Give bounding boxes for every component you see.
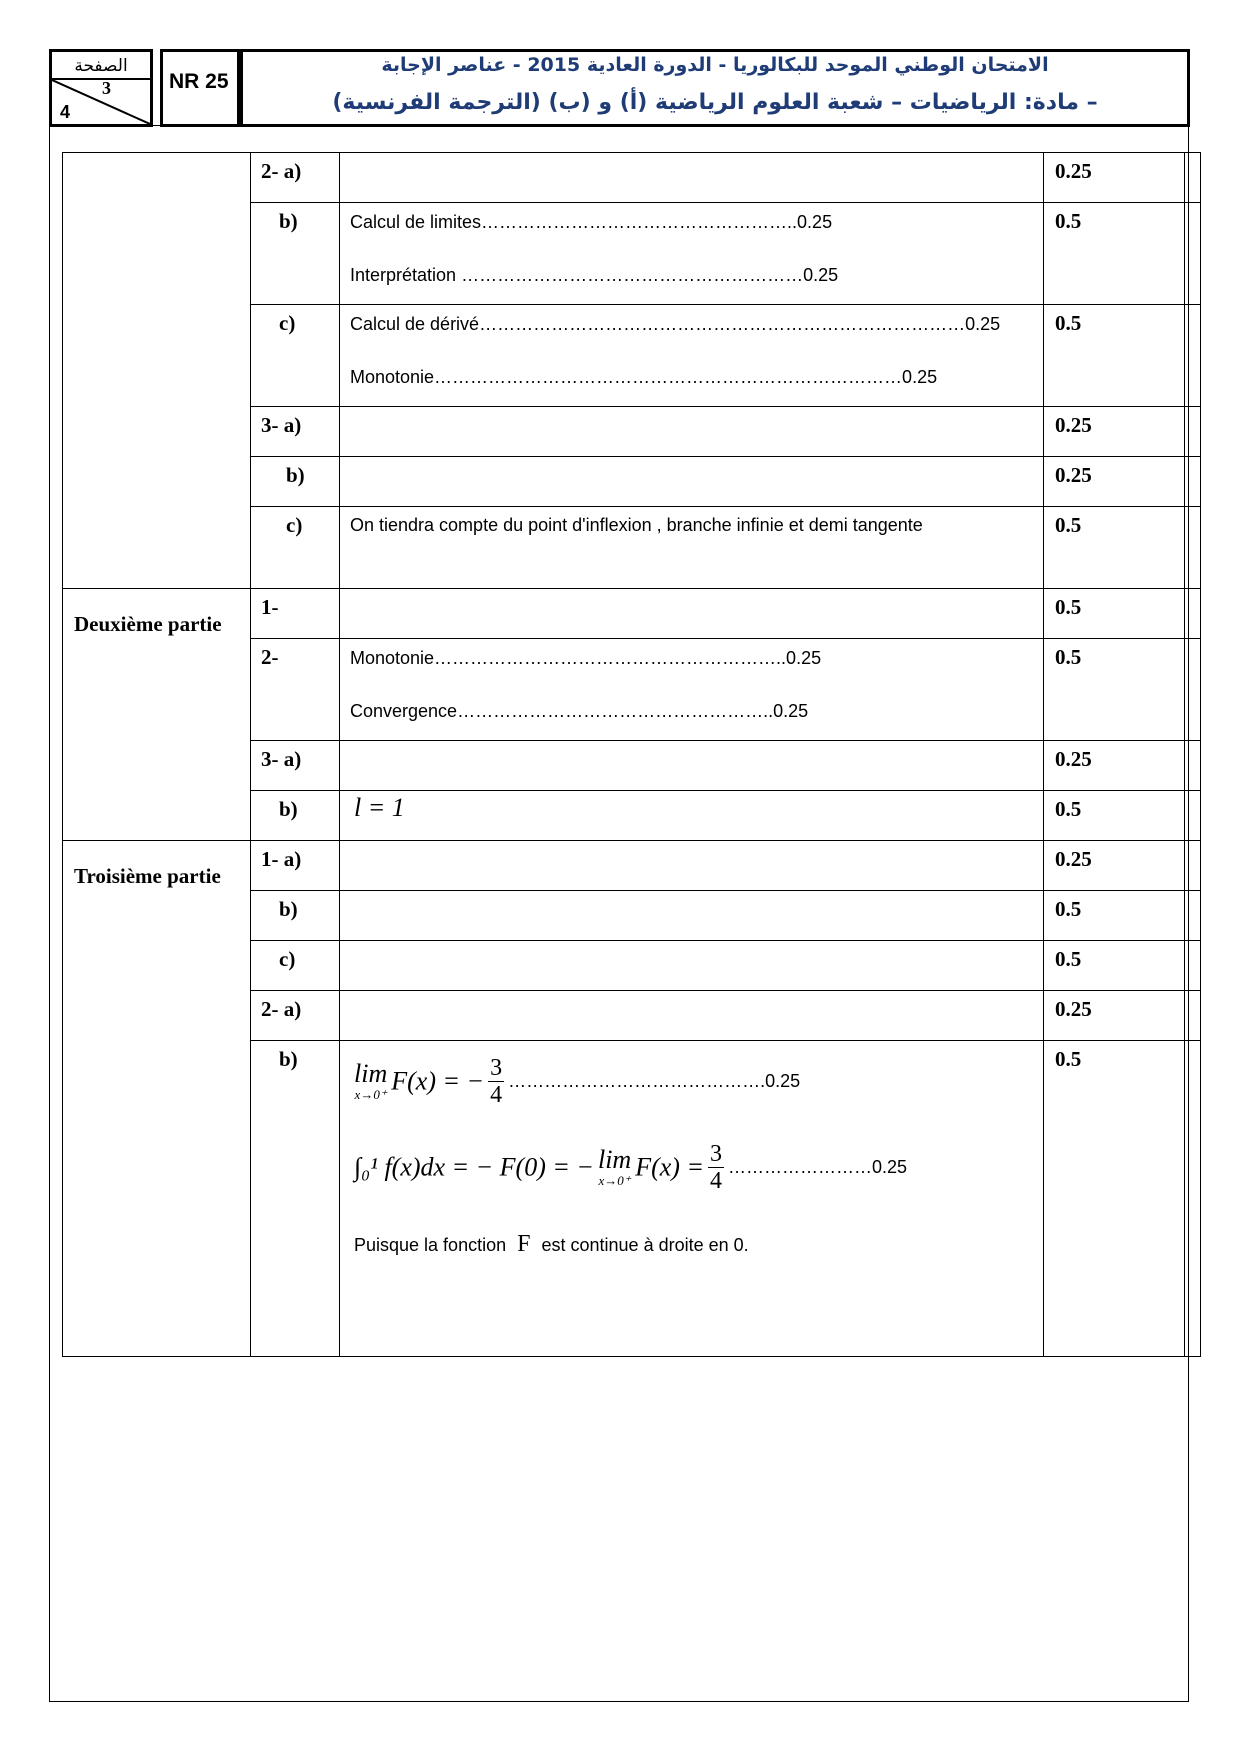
answer-cell [340, 589, 1044, 639]
question-label: b) [251, 891, 340, 941]
criterion-line: Monotonie…………………………………………………..0.25 [350, 648, 822, 668]
question-label: c) [251, 941, 340, 991]
lim-subscript: x→0⁺ [598, 1172, 631, 1188]
question-label: 1- a) [251, 841, 340, 891]
question-label: 3- a) [251, 741, 340, 791]
lim-subscript: x→0⁺ [354, 1086, 387, 1102]
integral-expression: ∫₀¹ f(x)dx = − F(0) = − [354, 1152, 594, 1182]
criterion-line: Calcul de limites……………………………………………..0.25 [350, 212, 833, 232]
points-cell: 0.5 [1044, 941, 1185, 991]
part-title: Troisième partie [63, 841, 251, 1357]
points-cell: 0.5 [1044, 203, 1185, 305]
points-cell: 0.25 [1044, 457, 1185, 507]
limit-formula: l = 1 [340, 791, 1044, 841]
fraction: $\frac{3}{4}$ [710, 1141, 722, 1194]
answer-cell [340, 203, 1044, 305]
points-cell: 0.5 [1044, 791, 1185, 841]
answer-cell [340, 407, 1044, 457]
function-name: F [517, 1231, 531, 1257]
lim-operator: lim [597, 1144, 632, 1174]
answer-cell [340, 991, 1044, 1041]
table-row [63, 841, 1201, 891]
points-cell: 0.5 [1044, 507, 1185, 589]
question-label: c) [251, 507, 340, 589]
exam-title-line1: الامتحان الوطني الموحد للبكالوريا - الدورة العادية 2015 - عناصر الإجابة [381, 54, 1049, 76]
grading-table [62, 152, 1201, 1357]
continuity-note: Puisque la fonction F est continue à droite en 0. [354, 1231, 749, 1257]
answer-cell [340, 891, 1044, 941]
page-number: 3 [102, 78, 111, 98]
question-label: c) [251, 305, 340, 407]
answer-cell [340, 1041, 1044, 1357]
answer-cell [340, 639, 1044, 741]
limit-expression: F(x) = [635, 1152, 704, 1182]
criterion-line: Monotonie……………………………………………………………………0.25 [350, 367, 938, 387]
table-row [63, 153, 1201, 203]
exam-code: NR 25 [169, 70, 229, 93]
answer-cell [340, 841, 1044, 891]
limit-formula-line [354, 1055, 1043, 1131]
integral-formula-line [354, 1141, 1043, 1219]
exam-title-box [240, 49, 1190, 127]
points-cell: 0.5 [1044, 639, 1185, 741]
points-cell: 0.5 [1044, 1041, 1185, 1357]
question-label: b) [251, 203, 340, 305]
question-label: b) [251, 457, 340, 507]
criterion-line: Interprétation …………………………………………………0.25 [350, 265, 839, 285]
question-label: b) [251, 791, 340, 841]
page-total: 4 [60, 102, 71, 122]
criterion-points: ……………………0.25 [728, 1157, 908, 1177]
question-label: 2- [251, 639, 340, 741]
part-title: Deuxième partie [63, 589, 251, 841]
points-cell: 0.5 [1044, 589, 1185, 639]
part-cell-first [63, 153, 251, 589]
lim-operator: lim [354, 1058, 388, 1088]
criterion-line: Calcul de dérivé………………………………………………………………………0.25 [350, 314, 1001, 334]
table-row [63, 589, 1201, 639]
limit-expression: F(x) = − [391, 1066, 485, 1096]
answer-cell [340, 153, 1044, 203]
page-label: الصفحة [52, 56, 150, 80]
points-cell: 0.25 [1044, 991, 1185, 1041]
answer-cell [340, 741, 1044, 791]
points-cell: 0.5 [1044, 891, 1185, 941]
answer-cell: On tiendra compte du point d'inflexion , branche infinie et demi tangente [340, 507, 1044, 589]
answer-cell [340, 305, 1044, 407]
criterion-points: …………………………………….0.25 [508, 1071, 801, 1091]
points-cell: 0.25 [1044, 741, 1185, 791]
points-cell: 0.25 [1044, 841, 1185, 891]
fraction: $\frac{3}{4}$ [490, 1055, 503, 1108]
answer-cell [340, 941, 1044, 991]
question-label: b) [251, 1041, 340, 1357]
page-number-box [49, 49, 153, 127]
points-cell: 0.25 [1044, 153, 1185, 203]
question-label: 1- [251, 589, 340, 639]
exam-title-line2: – مادة: الرياضيات – شعبة العلوم الرياضية (أ) و (ب) (الترجمة الفرنسية) [332, 90, 1098, 115]
criterion-line: Convergence……………………………………………..0.25 [350, 701, 809, 721]
question-label: 2- a) [251, 153, 340, 203]
question-label: 2- a) [251, 991, 340, 1041]
points-cell: 0.5 [1044, 305, 1185, 407]
question-label: 3- a) [251, 407, 340, 457]
answer-cell [340, 457, 1044, 507]
points-cell: 0.25 [1044, 407, 1185, 457]
exam-code-box [160, 49, 240, 127]
